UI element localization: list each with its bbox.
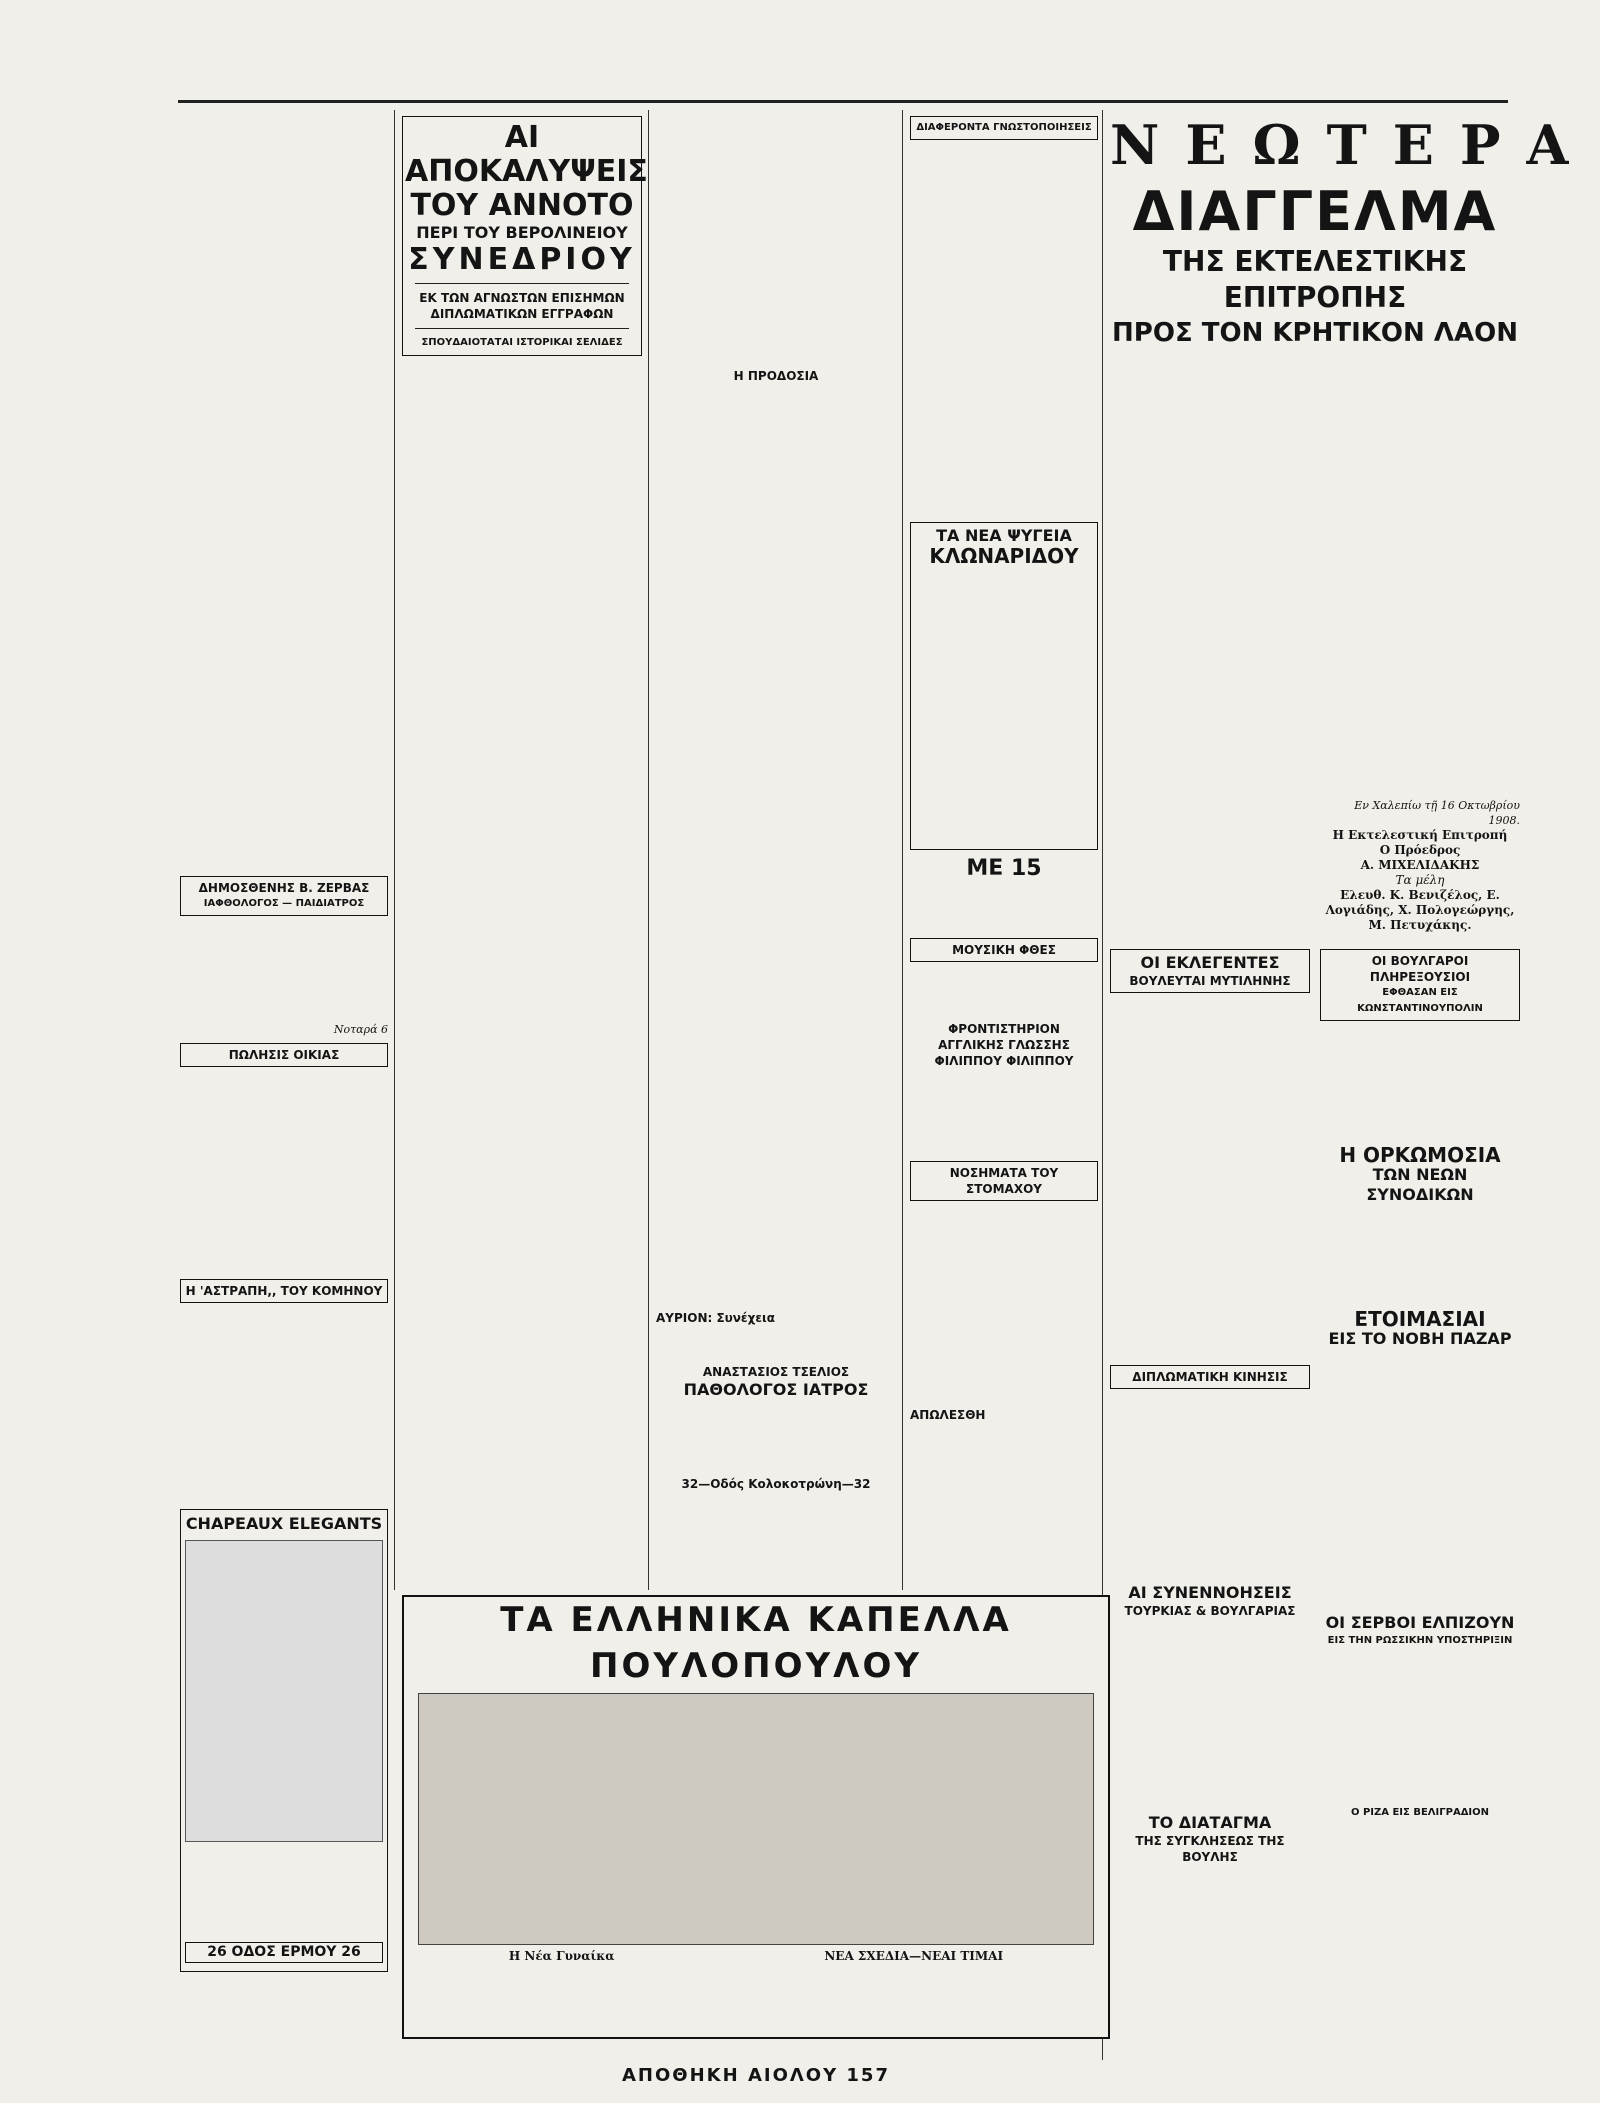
zervas-subheading: ΙΑΦΘΟΛΟΓΟΣ — ΠΑΙΔΙΑΤΡΟΣ <box>203 898 365 909</box>
proclamation-text-left <box>1110 358 1310 868</box>
serbs-heading-block <box>1320 1613 1520 1649</box>
music-heading-box <box>910 938 1098 962</box>
banner-captions <box>404 1949 1108 1963</box>
school-heading-1: ΦΡΟΝΤΙΣΤΗΡΙΟΝ <box>948 1022 1060 1036</box>
banner-caption-left: Η Νέα Γυναίκα <box>508 1949 615 1963</box>
zervas-address: Νοταρά 6 <box>333 1023 388 1036</box>
tselios-subheading: ΠΑΘΟΛΟΓΟΣ ΙΑΤΡΟΣ <box>683 1380 869 1399</box>
house-sale-text <box>180 1073 388 1273</box>
astrapi-heading: Η 'ΑΣΤΡΑΠΗ,, ΤΟΥ ΚΟΜΗΝΟΥ <box>185 1284 383 1298</box>
proclamation-sub-1: ΤΗΣ ΕΚΤΕΛΕΣΤΙΚΗΣ ΕΠΙΤΡΟΠΗΣ <box>1162 245 1468 314</box>
poulopoulos-hats-ad <box>402 1595 1110 2086</box>
members-label: Τα μέλη <box>1395 873 1445 887</box>
stomach-text <box>910 1207 1098 1407</box>
annoto-head-6: ΔΙΠΛΩΜΑΤΙΚΩΝ ΕΓΓΡΑΦΩΝ <box>430 307 614 321</box>
oath-heading-1: Η ΟΡΚΩΜΟΣΙΑ <box>1339 1143 1501 1167</box>
annoto-head-7: ΣΠΟΥΔΑΙΟΤΑΤΑΙ ΙΣΤΟΡΙΚΑΙ ΣΕΛΙΔΕΣ <box>421 337 623 348</box>
prodosia-article-text <box>656 390 896 1310</box>
tselios-ad <box>656 1364 896 1400</box>
school-heading-3: ΦΙΛΙΠΠΟΥ ΦΙΛΙΠΠΟΥ <box>934 1054 1074 1068</box>
school-heading-2: ΑΓΓΛΙΚΗΣ ΓΛΩΣΣΗΣ <box>938 1038 1070 1052</box>
fridges-heading-2: ΚΛΩΝΑΡΙΔΟΥ <box>929 544 1079 568</box>
oath-heading-2: ΤΩΝ ΝΕΩΝ ΣΥΝΟΔΙΚΩΝ <box>1366 1165 1474 1204</box>
stomach-heading: ΝΟΣΗΜΑΤΑ ΤΟΥ ΣΤΟΜΑΧΟΥ <box>949 1166 1059 1196</box>
banner-title: ΤΑ ΕΛΛΗΝΙΚΑ ΚΑΠΕΛΛΑ ΠΟΥΛΟΠΟΥΛΟΥ <box>500 1600 1012 1686</box>
serbs-heading-1: ΟΙ ΣΕΡΒΟΙ ΕΛΠΙΖΟΥΝ <box>1325 1613 1515 1632</box>
diplomatic-heading-box <box>1110 1365 1310 1389</box>
bulgarians-text <box>1320 1027 1520 1137</box>
serbs-heading-2: ΕΙΣ ΤΗΝ ΡΩΣΣΙΚΗΝ ΥΠΟΣΤΗΡΙΞΙΝ <box>1327 1635 1513 1646</box>
elected-text <box>1110 999 1310 1359</box>
divider <box>415 283 629 284</box>
hats-ad <box>180 1509 388 1972</box>
annoto-headline-box <box>402 116 648 356</box>
president-name: Α. ΜΙΧΕΛΙΔΑΚΗΣ <box>1360 858 1480 872</box>
elected-heading-1: ΟΙ ΕΚΛΕΓΕΝΤΕΣ <box>1140 953 1280 972</box>
annoto-head-1: ΑΙ ΑΠΟΚΑΛΥΨΕΙΣ <box>405 120 648 189</box>
talks-heading-block <box>1110 1583 1310 1619</box>
annoto-head-3: ΠΕΡΙ ΤΟΥ ΒΕΡΟΛΙΝΕΙΟΥ <box>416 223 628 242</box>
banner-footer: ΑΠΟΘΗΚΗ ΑΙΟΛΟΥ 157 <box>622 2065 890 2086</box>
preparations-heading-2: ΕΙΣ ΤΟ ΝΟΒΗ ΠΑΖΑΡ <box>1328 1329 1512 1348</box>
lower-news-left <box>1110 943 1310 1961</box>
astrapi-ad <box>180 1279 388 1303</box>
notices-text <box>910 146 1098 516</box>
music-text <box>910 968 1098 1013</box>
talks-text <box>1110 1625 1310 1805</box>
article-continuation-text <box>656 110 896 360</box>
elected-heading-box <box>1110 949 1310 993</box>
fridges-ad <box>910 522 1098 850</box>
notices-heading: ΔΙΑΦΕΡΟΝΤΑ ΓΝΩΣΤΟΠΟΙΗΣΕΙΣ <box>916 122 1092 133</box>
article-text-block <box>656 1326 896 1356</box>
prodosia-heading: Η ΠΡΟΔΟΣΙΑ <box>733 369 819 383</box>
me15-heading: ΜΕ 15 <box>966 856 1042 881</box>
bulgarians-heading-1: ΟΙ ΒΟΥΛΓΑΡΟΙ ΠΛΗΡΕΞΟΥΣΙΟΙ <box>1369 954 1471 984</box>
house-sale-heading: ΠΩΛΗΣΙΣ ΟΙΚΙΑΣ <box>228 1048 340 1062</box>
oath-heading-block <box>1320 1145 1520 1205</box>
prodosia-heading-block <box>656 368 896 384</box>
column-divider <box>648 110 649 1590</box>
music-heading: ΜΟΥΣΙΚΗ ΦΘΕΣ <box>952 943 1056 957</box>
president-title: Ο Πρόεδρος <box>1379 843 1461 857</box>
riza-heading: Ο ΡΙΖΑ ΕΙΣ ΒΕΛΙΓΡΑΔΙΟΝ <box>1350 1807 1490 1818</box>
tselios-text <box>656 1406 896 1476</box>
column-divider <box>902 110 903 1590</box>
proclamation-signed: Η Εκτελεστική Επιτροπή <box>1332 828 1508 842</box>
top-rule <box>178 100 1508 103</box>
annoto-head-4: ΣΥΝΕΔΡΙΟΥ <box>408 242 636 277</box>
oath-text <box>1320 1211 1520 1301</box>
bulgarians-heading-2: ΕΦΘΑΣΑΝ ΕΙΣ ΚΩΝΣΤΑΝΤΙΝΟΥΠΟΛΙΝ <box>1357 987 1483 1014</box>
preparations-heading-1: ΕΤΟΙΜΑΣΙΑΙ <box>1354 1307 1486 1331</box>
proclamation-text-right <box>1320 358 1520 933</box>
talks-heading-2: ΤΟΥΡΚΙΑΣ & ΒΟΥΛΓΑΡΙΑΣ <box>1124 1604 1296 1618</box>
proclamation-sub-2: ΠΡΟΣ ΤΟΝ ΚΡΗΤΙΚΟΝ ΛΑΟΝ <box>1112 318 1518 348</box>
talks-heading-1: ΑΙ ΣΥΝΕΝΝΟΗΣΕΙΣ <box>1128 1583 1292 1602</box>
annoto-head-2: ΤΟΥ ΑΝΝΟΤΟ <box>410 188 634 223</box>
hats-text <box>185 1848 383 1938</box>
zervas-ad-text <box>180 922 388 1022</box>
banner-text <box>404 1963 1108 2061</box>
column-5 <box>1110 110 1595 2060</box>
bulgarians-heading-box <box>1320 949 1520 1021</box>
serbs-text <box>1320 1655 1520 1805</box>
tselios-heading: ΑΝΑΣΤΑΣΙΟΣ ΤΣΕΛΙΟΣ <box>702 1365 850 1379</box>
proclamation-text <box>1320 358 1520 798</box>
column-1 <box>180 110 388 2060</box>
notices-heading-box <box>910 116 1098 140</box>
annoto-article-text <box>402 362 642 1762</box>
zervas-heading: ΔΗΜΟΣΘΕΝΗΣ Β. ΖΕΡΒΑΣ <box>198 881 370 895</box>
preparations-heading-block <box>1320 1309 1520 1349</box>
elected-heading-2: ΒΟΥΛΕΥΤΑΙ ΜΥΤΙΛΗΝΗΣ <box>1129 974 1291 988</box>
fridges-heading-1: ΤΑ ΝΕΑ ΨΥΓΕΙΑ <box>936 526 1072 545</box>
annoto-head-5: ΕΚ ΤΩΝ ΑΓΝΩΣΤΩΝ ΕΠΙΣΗΜΩΝ <box>419 291 625 305</box>
decree-heading-block <box>1110 1813 1310 1865</box>
riza-text <box>1320 1821 1520 1961</box>
decree-text <box>1110 1871 1310 1931</box>
hats-title: CHAPEAUX ELEGANTS <box>185 1514 383 1533</box>
house-sale-ad <box>180 1043 388 1067</box>
decree-heading-1: ΤΟ ΔΙΑΤΑΓΜΑ <box>1148 1813 1272 1832</box>
school-text <box>910 1075 1098 1155</box>
proclamation-date: Εν Χαλεπίω τῇ 16 Οκτωβρίου 1908. <box>1354 799 1520 827</box>
zervas-ad <box>180 876 388 916</box>
tomorrow-continued: ΑΥΡΙΟΝ: Συνέχεια <box>656 1311 775 1325</box>
lower-news <box>1110 943 1520 1961</box>
english-school-ad <box>910 1021 1098 1069</box>
astrapi-text <box>180 1309 388 1499</box>
decree-heading-2: ΤΗΣ ΣΥΓΚΛΗΣΕΩΣ ΤΗΣ ΒΟΥΛΗΣ <box>1135 1834 1285 1864</box>
fridges-text <box>915 566 1093 846</box>
hats-address: 26 ΟΔΟΣ ΕΡΜΟΥ 26 <box>185 1942 383 1963</box>
lower-news-right <box>1320 943 1520 1961</box>
article-text-block <box>180 110 388 870</box>
hat-illustration <box>185 1540 383 1842</box>
me15-text <box>910 882 1098 932</box>
diplomatic-text <box>1110 1395 1310 1575</box>
stomach-ad-heading-box <box>910 1161 1098 1201</box>
diplomatic-heading: ΔΙΠΛΩΜΑΤΙΚΗ ΚΙΝΗΣΙΣ <box>1132 1370 1288 1384</box>
preparations-text <box>1320 1355 1520 1605</box>
divider <box>415 328 629 329</box>
tselios-address: 32—Οδός Κολοκοτρώνη—32 <box>681 1477 871 1491</box>
banner-caption-right: ΝΕΑ ΣΧΕΔΙΑ—ΝΕΑΙ ΤΙΜΑΙ <box>824 1949 1004 1963</box>
proclamation-title: ΔΙΑΓΓΕΛΜΑ <box>1132 180 1498 243</box>
column-divider <box>394 110 395 1590</box>
lost-heading: ΑΠΩΛΕΣΘΗ <box>910 1408 986 1422</box>
members-names: Ελευθ. Κ. Βενιζέλος, Ε. Λογιάδης, Χ. Πολογεώργης, Μ. Πετυχάκης. <box>1325 888 1515 932</box>
latest-news-title: ΝΕΩΤΕΡΑ <box>1110 113 1595 177</box>
proclamation-body <box>1110 358 1520 933</box>
banner-photo <box>418 1693 1094 1945</box>
